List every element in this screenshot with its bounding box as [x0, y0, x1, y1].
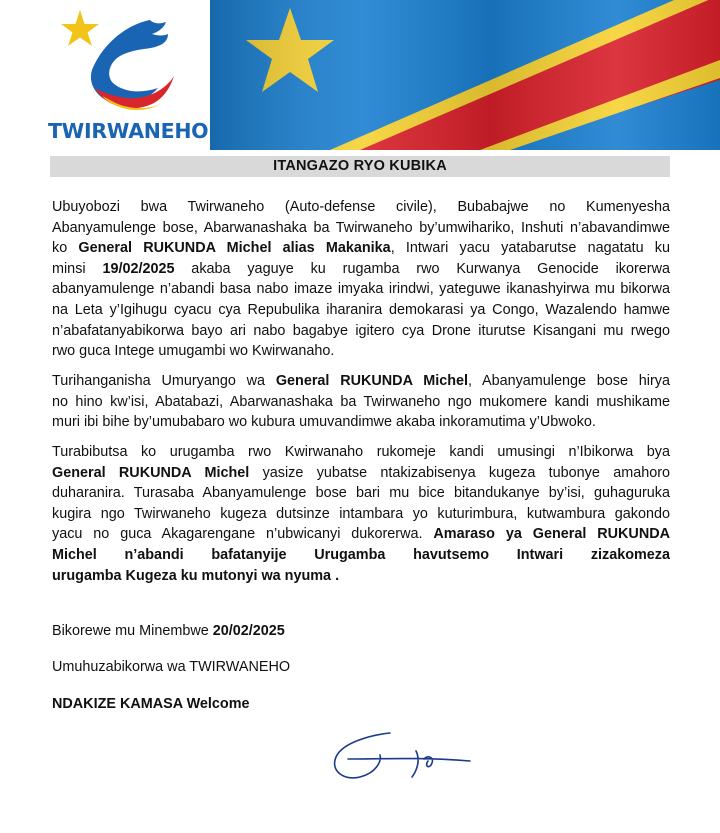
text-run: yasize yubatse ntakizabisenya kugeza tubonye amahoro	[249, 464, 670, 481]
text-line	[52, 545, 670, 566]
handwritten-signature	[320, 725, 480, 795]
text-line	[52, 463, 670, 484]
bold-run: 19/02/2025	[102, 260, 175, 277]
text-run: Turabibutsa ko urugamba rwo Kwirwanaho rukomeje kandi umusingi n’Ibikorwa bya	[52, 444, 670, 460]
text-line	[52, 279, 670, 300]
text-run: akaba yaguye ku rugamba rwo Kurwanya Genocide ikorerwa	[174, 260, 670, 277]
paragraph-reminder	[52, 442, 670, 586]
eagle-head-icon	[91, 20, 168, 104]
text-line	[52, 524, 670, 545]
drc-flag-image	[210, 0, 720, 150]
text-run: Ubuyobozi bwa Twirwaneho (Auto-defense civile), Bubabajwe no Kumenyesha	[52, 199, 670, 215]
text-run: n’abafatanyabikorwa bayo ari nabo bagabye igitero cya Drone iturutse Kisangani mu rwego	[52, 322, 670, 339]
text-line	[52, 392, 670, 413]
letterhead	[0, 0, 720, 150]
paragraph-condolences	[52, 371, 670, 433]
eagle-star-emblem	[40, 0, 210, 120]
bold-run: Amaraso ya General RUKUNDA	[433, 526, 670, 543]
text-run: Turihanganisha Umuryango wa	[52, 373, 276, 389]
signatory-role: Umuhuzabikorwa wa TWIRWANEHO	[52, 659, 291, 675]
text-run: muri ibi bihe by’umubabaro wo kubura umuvandimwe akaba inkoramutima y’Ubwoko.	[52, 414, 596, 431]
text-line	[52, 371, 670, 392]
text-run: rwo guca Intege umugambi wo Kwirwanaho.	[52, 343, 335, 360]
logo-star-icon	[61, 10, 99, 46]
text-line	[52, 504, 670, 525]
signatory-name: NDAKIZE KAMASA Welcome	[52, 696, 250, 712]
text-run: ko	[52, 240, 79, 257]
text-run: yacu no guca Akagarengane n’ubwicanyi dukorerwa.	[52, 526, 434, 543]
text-line	[52, 259, 670, 280]
text-run: Abanyamulenge bose, Abarwanashaka ba Twirwaneho by’umwihariko, Inshuti n’abavandimwe	[52, 219, 670, 236]
document-title: ITANGAZO RYO KUBIKA	[50, 156, 670, 177]
text-line	[52, 218, 670, 239]
text-run: minsi	[52, 260, 103, 277]
text-run: na Leta y’Igihugu cyacu cya Repubulika iharanira demokarasi ya Congo, Wazalendo hamwe	[52, 301, 670, 318]
text-line	[52, 566, 670, 587]
text-line	[52, 412, 670, 433]
bold-run: General RUKUNDA Michel	[52, 464, 250, 481]
logo-wordmark: TWIRWANEHO	[48, 119, 209, 143]
bold-run: urugamba Kugeza ku mutonyi wa nyuma .	[52, 567, 340, 584]
twirwaneho-logo	[40, 0, 210, 150]
text-line	[52, 300, 670, 321]
text-line	[52, 197, 670, 218]
bold-run: General RUKUNDA Michel alias Makanika	[78, 240, 391, 257]
text-run: kugira ngo Twirwaneho kugeza dutsinze intambara yo kuturimbura, kutwambura gakondo	[52, 505, 670, 522]
paragraph-announcement	[52, 197, 670, 362]
text-run: , Abanyamulenge bose hirya	[468, 373, 670, 389]
text-line	[52, 321, 670, 342]
drc-flag-banner	[210, 0, 720, 150]
text-line	[52, 341, 670, 362]
text-run: , Intwari yacu yatabarutse nagatatu ku	[390, 240, 670, 257]
text-line	[52, 483, 670, 504]
bold-run: General RUKUNDA Michel	[275, 373, 468, 389]
text-line	[52, 442, 670, 463]
text-line	[52, 238, 670, 259]
date-value: 20/02/2025	[212, 623, 285, 639]
text-run: duharanira. Turasaba Abanyamulenge bose bari mu bice bitandukanye by’isi, guhaguruka	[52, 485, 670, 502]
date-line	[52, 621, 285, 641]
text-run: abanyamulenge n’abandi basa nabo imaze imyaka irindwi, yateguwe ikanashyirwa mu bikorwa	[52, 281, 670, 298]
date-label: Bikorewe mu Minembwe	[52, 623, 213, 639]
text-run: no hino kw’isi, Abatabazi, Abarwanashaka ba Twirwaneho ngo mukomere kandi mushikame	[52, 393, 670, 410]
bold-run: Michel n’abandi bafatanyije Urugamba havutsemo Intwari zizakomeza	[52, 546, 670, 563]
